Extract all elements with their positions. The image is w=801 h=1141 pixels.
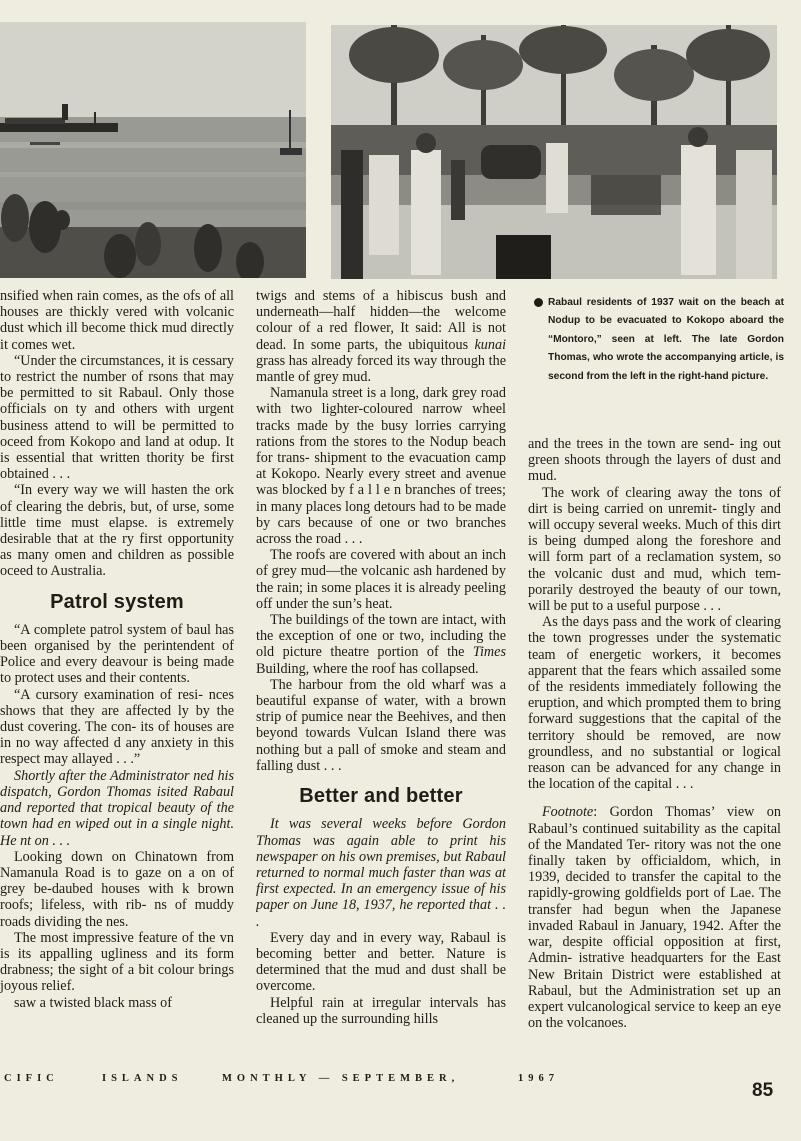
col1-paragraph: “Under the circumstances, it is cessary to restrict the number of rsons that may be permitted to sit Rabaul. Only those officials on ty and others with urgent business attend to will be permitted to oceed from Kokopo and land at odup. It is essential that written thority be first obtained . . . [0,352,234,483]
col2-paragraph: Every day and in every way, Rabaul is becoming better and better. Nature is determined that the mud and dust shall be overcome. [256,929,506,995]
col2-italic-paragraph: It was several weeks before Gordon Thomas was again able to print his newspaper on his own premises, but Rabaul returned to normal much faster than was at first expected. In an emergency issue of his paper on June 18, 1937, he reported that . . . [256,816,506,930]
footer-publication-islands: ISLANDS [102,1073,183,1084]
col1-paragraph: nsified when rain comes, as the ofs of all houses are thickly vered with volcanic dust which ill become thick mud directly it comes wet. [0,288,234,353]
col1-paragraph: “A cursory examination of resi- nces shows that they are affected ly by the dust covering. The con- its of houses are in no way affected d any anxiety in this respect may allayed . . .” [0,686,234,768]
article-column-3 [528,436,781,1066]
col1-paragraph: “A complete patrol system of baul has been organised by the perintendent of Police and every deavour is being made to protect uses and their contents. [0,621,234,687]
col2-paragraph: The harbour from the old wharf was a beautiful expanse of water, with a brown strip of pumice near the Beehives, and then beyond towards Vulcan Island there was nothing but a pall of smoke and steam and falling dust . . . [256,676,506,774]
col2-paragraph: The buildings of the town are intact, with the exception of one or two, including the old picture theatre portion of the Times Building, where the roof has collapsed. [256,612,506,677]
page-footer [0,1073,801,1093]
footer-publication-fragment: CIFIC [4,1073,59,1084]
section-heading-better-and-better: Better and better [299,785,463,808]
page-number: 85 [752,1080,774,1101]
col2-paragraph: The roofs are covered with about an inch of grey mud—the volcanic ash hardened by the rain; in some places it is already peeling off under the sun’s heat. [256,547,506,612]
col1-paragraph: “In every way we will hasten the ork of clearing the debris, but, of urse, some little time must elapse. is extremely desirable that at the ry first opportunity as many omen and children as possible oceed to Australia. [0,482,234,580]
col1-paragraph: The most impressive feature of the vn is its appalling ugliness and its form drabness; the sight of a bit colour brings joyous relief. [0,929,234,995]
article-column-2 [256,288,506,1058]
article-column-1 [0,288,234,1058]
col1-paragraph: saw a twisted black mass of [14,994,172,1011]
col2-paragraph: Helpful rain at irregular intervals has cleaned up the surrounding hills [256,994,506,1027]
left-photo-beach-steamer [0,22,306,278]
col2-paragraph: twigs and stems of a hibiscus bush and underneath—half hidden—the welcome colour of a red flower, It said: All is not dead. In some parts, the ubiquitous kunai grass has already forced its way through the mantle of grey mud. [256,288,506,386]
photo-caption-text: Rabaul residents of 1937 wait on the beach at Nodup to be evacuated to Kokopo aboard the “Montoro,” seen at left. The late Gordon Thomas, who wrote the accompanying article, is second from the left in the right-hand picture. [548,297,784,382]
col3-paragraph: As the days pass and the work of clearing the town progresses under the systematic team of energetic workers, it becomes apparent that the fears which assailed some of the residents immediately following the eruption, and which prompted them to bring forward suggestions that the capital of the territory should be removed, are now groundless, and no substantial or logical reason can be advanced for any change in the location of the capital . . . [528,614,781,793]
footer-publication-monthly-date: MONTHLY — SEPTEMBER, [222,1073,460,1084]
col1-paragraph: Looking down on Chinatown from Namanula Road is to gaze on a on of grey be-daubed houses with k brown roofs; lifeless, with rib- ns of muddy roads dividing the nes. [0,848,234,930]
col3-paragraph: and the trees in the town are send- ing out green shoots through the layers of dust and mud. [528,436,781,485]
col1-italic-paragraph: Shortly after the Administrator ned his dispatch, Gordon Thomas isited Rabaul and reported that tropical beauty of the town had en wiped out in a single night. He nt on . . . [0,767,234,849]
col3-footnote: Footnote: Gordon Thomas’ view on Rabaul’s continued suitability as the capital of the Mandated Ter- ritory was not the one finally taken by officialdom, which, in 1939, decided to transfer the capital to the rapidly-growing goldfields port of Lae. The transfer had begun when the Japanese invaded Rabaul in January, 1942. After the war, despite official opposition at first, Admin- istrative headquarters for the East New Britain District were established at Rabaul, but the Administration set up an expert vulcanological service to keep an eye on the volcanoes. [528,804,781,1032]
footer-year: 1967 [518,1073,559,1084]
col2-paragraph: Namanula street is a long, dark grey road with two lighter-coloured narrow wheel tracks made by the busy lorries carrying rations from the stores to the Nodup beach for trans- shipment to the evacuation camp at Kokopo. Nearly every street and avenue was blocked by f a l l e n branches of trees; in many places long detours had to be made by cars because of one or two branches across the road . . . [256,385,506,548]
photo-caption [534,294,784,386]
col3-paragraph: The work of clearing away the tons of dirt is being carried on unremit- tingly and will occupy several weeks. Much of this dirt is being dumped along the foreshore and will form part of a reclamation system, so the volcanic dust and mud, which tem- porarily destroyed the beauty of our town, will be put to a useful purpose . . . [528,484,781,615]
section-heading-patrol-system: Patrol system [50,590,184,613]
right-photo-residents-palms [331,25,777,279]
